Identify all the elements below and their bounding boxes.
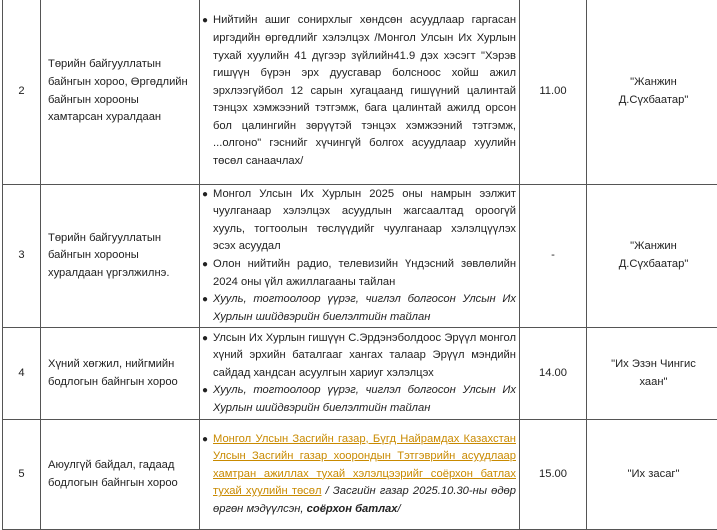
committee-name: Төрийн байгууллатын байнгын хорооны хуралдаан үргэлжилнэ. [41,185,200,328]
bullet-icon: ● [202,256,213,274]
schedule-table [2,0,717,530]
agenda-item [202,256,516,291]
committee-name: Хүний хөгжил, нийгмийн бодлогын байнгын хороо [41,328,200,420]
row-number: 3 [3,185,41,328]
meeting-time: 14.00 [520,328,587,420]
bullet-icon: ● [202,330,213,348]
meeting-room: "Жанжин Д.Сүхбаатар" [587,185,717,328]
bullet-icon: ● [202,12,213,30]
agenda-item [202,330,516,383]
meeting-time: 11.00 [520,0,587,185]
agenda-text: Олон нийтийн радио, телевизийн Үндэсний зөвлөлийн 2024 оны үйл ажиллагааны тайлан [213,256,516,291]
row-number: 5 [3,420,41,530]
agenda-emphasis: соёрхон батлах [307,503,398,515]
meeting-time: 15.00 [520,420,587,530]
bullet-icon: ● [202,431,213,449]
agenda-item [202,431,516,519]
bill-link[interactable]: Монгол Улсын Засгийн газар, Бүгд Найрамдах Казахстан Улсын Засгийн газар хоорондын Тэтгэврийн асуудлаар хамтран ажиллах тухай хэлэлцээрийг соёрхон батлах тухай хуулийн төсөл [213,433,516,498]
agenda-cell [200,328,520,420]
agenda-text: Улсын Их Хурлын гишүүн С.Эрдэнэболдоос Эрүүл монгол хүний эрхийн баталгааг хангах талаар Эрүүл мэндийн сайдад хандсан асуулгын хариуг хэлэлцэх [213,330,516,383]
bullet-icon: ● [202,186,213,204]
agenda-text: Хууль, тогтоолоор үүрэг, чиглэл болгосон Улсын Их Хурлын шийдвэрийн биелэлтийн тайлан [213,291,516,326]
bullet-icon: ● [202,382,213,400]
agenda-item [202,382,516,417]
agenda-cell [200,0,520,185]
row-number: 4 [3,328,41,420]
table-row [3,185,717,328]
table-row [3,328,717,420]
meeting-room: "Их Эзэн Чингис хаан" [587,328,717,420]
agenda-text: Монгол Улсын Их Хурлын 2025 оны намрын ээлжит чуулганаар хэлэлцэх асуудлын жагсаалтад ороогүй хууль, тогтоолын төслүүдийг чуулганаар хэлэлцүүлэх эсэх асуудал [213,186,516,256]
agenda-cell [200,420,520,530]
meeting-room: "Жанжин Д.Сүхбаатар" [587,0,717,185]
committee-name: Төрийн байгууллатын байнгын хороо, Өргөдлийн байнгын хорооны хамтарсан хуралдаан [41,0,200,185]
agenda-item [202,186,516,256]
agenda-item [202,12,516,170]
table-row [3,0,717,185]
agenda-end: / [397,503,400,515]
agenda-text: Нийтийн ашиг сонирхлыг хөндсөн асуудлаар гаргасан иргэдийн өргөдлийг хэлэлцэх /Монгол Улсын Их Хурлын тухай хуулийн 41 дүгээр зүйлийн41.9 дэх хэсэгт "Хэрэв гишүүн бүрэн эрх дуусгавар болсноос хойш ажил эрхлээгүйбол 12 сарын хугацаанд гишүүний цалинтай тэнцэх хэмжээний тэтгэмж, бага цалинтай ажилд орсон бол цалингийн зөрүүтэй тэнцэх хэмжээний тэтгэмж, ...олгоно" гэснийг хүчингүй болгох асуудлаар хуулийн төсөл санаачлах/ [213,12,516,170]
meeting-room: "Их засаг" [587,420,717,530]
committee-name: Аюулгүй байдал, гадаад бодлогын байнгын хороо [41,420,200,530]
row-number: 2 [3,0,41,185]
agenda-note: / Засгийн газар 2025.10.30-ны өдөр өргөн мэдүүлсэн, [213,485,516,515]
agenda-item [202,291,516,326]
bullet-icon: ● [202,291,213,309]
agenda-text: Хууль, тогтоолоор үүрэг, чиглэл болгосон Улсын Их Хурлын шийдвэрийн биелэлтийн тайлан [213,382,516,417]
agenda-cell [200,185,520,328]
table-row [3,420,717,530]
meeting-time: - [520,185,587,328]
